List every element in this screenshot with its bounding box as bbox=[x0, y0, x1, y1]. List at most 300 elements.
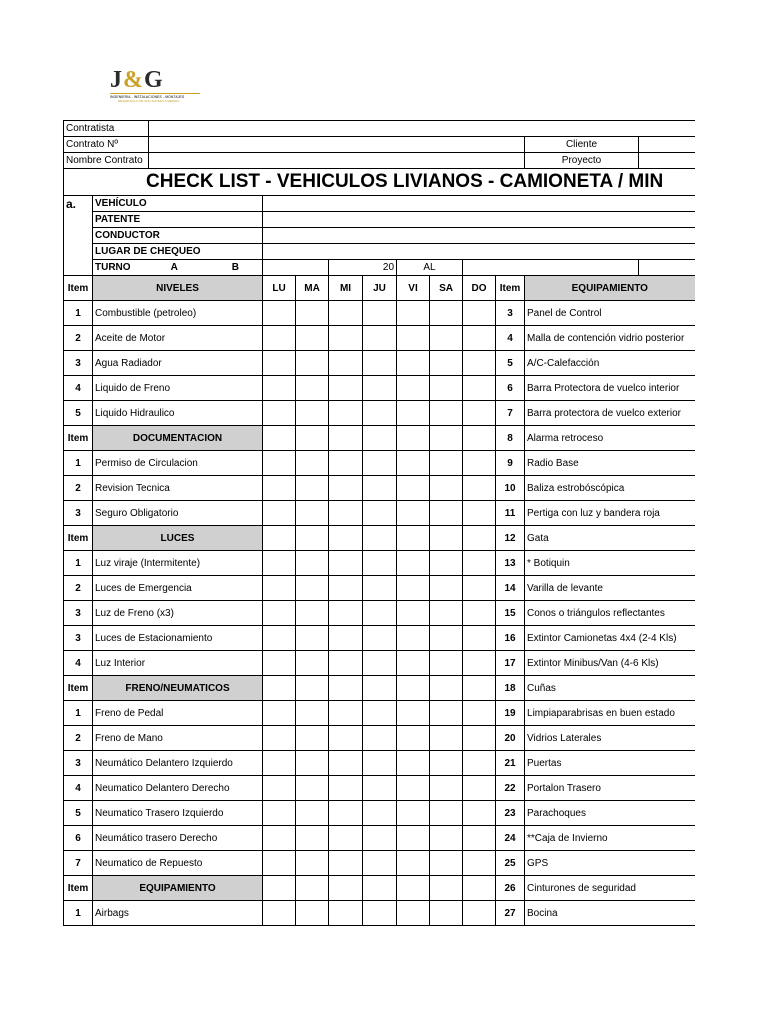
day-check-do[interactable] bbox=[463, 801, 496, 826]
day-header-ma: MA bbox=[296, 276, 329, 301]
equip-item-number: 26 bbox=[496, 876, 525, 901]
day-check-sa[interactable] bbox=[430, 401, 463, 426]
day-check-ju[interactable] bbox=[363, 601, 397, 626]
item-label: Luces de Emergencia bbox=[93, 576, 263, 601]
table-row bbox=[64, 701, 695, 726]
equip-item-label: Gata bbox=[525, 526, 695, 551]
day-check-do[interactable] bbox=[463, 826, 496, 851]
day-check-sa[interactable] bbox=[430, 826, 463, 851]
day-check-do[interactable] bbox=[463, 401, 496, 426]
field-date-range[interactable] bbox=[463, 260, 639, 276]
day-check-mi[interactable] bbox=[329, 801, 363, 826]
day-check-do[interactable] bbox=[463, 701, 496, 726]
day-check-vi[interactable] bbox=[397, 826, 430, 851]
table-row bbox=[64, 901, 695, 926]
day-check-vi[interactable] bbox=[397, 576, 430, 601]
table-row bbox=[64, 351, 695, 376]
day-check-ju[interactable] bbox=[363, 776, 397, 801]
label-lugar: LUGAR DE CHEQUEO bbox=[93, 244, 263, 260]
day-check-ma[interactable] bbox=[296, 826, 329, 851]
day-check-ju[interactable] bbox=[363, 426, 397, 451]
day-check-vi[interactable] bbox=[397, 551, 430, 576]
equip-item-number: 6 bbox=[496, 376, 525, 401]
day-check-lu[interactable] bbox=[263, 576, 296, 601]
day-check-lu[interactable] bbox=[263, 651, 296, 676]
day-check-lu[interactable] bbox=[263, 301, 296, 326]
day-check-do[interactable] bbox=[463, 326, 496, 351]
day-check-lu[interactable] bbox=[263, 726, 296, 751]
day-check-mi[interactable] bbox=[329, 476, 363, 501]
day-check-do[interactable] bbox=[463, 651, 496, 676]
label-proyecto: Proyecto bbox=[525, 153, 639, 169]
day-check-mi[interactable] bbox=[329, 701, 363, 726]
item-label: Luz de Freno (x3) bbox=[93, 601, 263, 626]
day-check-vi[interactable] bbox=[397, 401, 430, 426]
day-check-vi[interactable] bbox=[397, 676, 430, 701]
day-check-ma[interactable] bbox=[296, 651, 329, 676]
day-check-mi[interactable] bbox=[329, 351, 363, 376]
table-row bbox=[64, 851, 695, 876]
day-check-ma[interactable] bbox=[296, 626, 329, 651]
day-check-ju[interactable] bbox=[363, 876, 397, 901]
equip-item-number: 21 bbox=[496, 751, 525, 776]
company-logo bbox=[110, 68, 200, 112]
day-check-sa[interactable] bbox=[430, 526, 463, 551]
day-check-ma[interactable] bbox=[296, 576, 329, 601]
day-check-mi[interactable] bbox=[329, 601, 363, 626]
day-check-ma[interactable] bbox=[296, 551, 329, 576]
day-check-sa[interactable] bbox=[430, 601, 463, 626]
equip-item-number: 5 bbox=[496, 351, 525, 376]
day-check-vi[interactable] bbox=[397, 601, 430, 626]
table-row bbox=[64, 576, 695, 601]
day-check-ju[interactable] bbox=[363, 551, 397, 576]
day-check-vi[interactable] bbox=[397, 751, 430, 776]
day-check-lu[interactable] bbox=[263, 826, 296, 851]
day-check-lu[interactable] bbox=[263, 376, 296, 401]
day-check-ju[interactable] bbox=[363, 451, 397, 476]
day-check-ma[interactable] bbox=[296, 376, 329, 401]
item-number: 2 bbox=[64, 576, 93, 601]
item-number: 3 bbox=[64, 751, 93, 776]
equip-item-label: Radio Base bbox=[525, 451, 695, 476]
day-check-vi[interactable] bbox=[397, 626, 430, 651]
day-check-sa[interactable] bbox=[430, 626, 463, 651]
day-check-sa[interactable] bbox=[430, 451, 463, 476]
table-row bbox=[64, 326, 695, 351]
equip-item-label: Baliza estrobóscópica bbox=[525, 476, 695, 501]
item-number: 4 bbox=[64, 651, 93, 676]
day-check-ju[interactable] bbox=[363, 676, 397, 701]
day-check-ma[interactable] bbox=[296, 476, 329, 501]
day-check-vi[interactable] bbox=[397, 851, 430, 876]
item-label: Airbags bbox=[93, 901, 263, 926]
day-check-vi[interactable] bbox=[397, 326, 430, 351]
table-row bbox=[64, 551, 695, 576]
day-check-mi[interactable] bbox=[329, 901, 363, 926]
item-number: 2 bbox=[64, 476, 93, 501]
day-check-ju[interactable] bbox=[363, 326, 397, 351]
table-row bbox=[64, 751, 695, 776]
day-check-ma[interactable] bbox=[296, 301, 329, 326]
equip-item-number: 24 bbox=[496, 826, 525, 851]
day-check-sa[interactable] bbox=[430, 351, 463, 376]
day-check-sa[interactable] bbox=[430, 576, 463, 601]
day-check-vi[interactable] bbox=[397, 451, 430, 476]
label-turno bbox=[93, 260, 263, 276]
equip-item-label: Limpiaparabrisas en buen estado bbox=[525, 701, 695, 726]
day-check-vi[interactable] bbox=[397, 801, 430, 826]
section-row bbox=[64, 526, 695, 551]
day-check-ju[interactable] bbox=[363, 576, 397, 601]
field-turno[interactable] bbox=[263, 260, 329, 276]
equip-item-number: 12 bbox=[496, 526, 525, 551]
day-check-vi[interactable] bbox=[397, 876, 430, 901]
day-check-ma[interactable] bbox=[296, 701, 329, 726]
equip-item-label: Vidrios Laterales bbox=[525, 726, 695, 751]
field-contratista[interactable] bbox=[149, 121, 695, 137]
equip-item-label: Cinturones de seguridad bbox=[525, 876, 695, 901]
day-check-ju[interactable] bbox=[363, 526, 397, 551]
day-check-ma[interactable] bbox=[296, 426, 329, 451]
equip-item-label: Bocina bbox=[525, 901, 695, 926]
section-title: DOCUMENTACION bbox=[93, 426, 263, 451]
day-check-do[interactable] bbox=[463, 901, 496, 926]
day-check-lu[interactable] bbox=[263, 751, 296, 776]
day-check-lu[interactable] bbox=[263, 426, 296, 451]
day-check-mi[interactable] bbox=[329, 401, 363, 426]
item-header: Item bbox=[64, 676, 93, 701]
table-row bbox=[64, 501, 695, 526]
item-label: Agua Radiador bbox=[93, 351, 263, 376]
table-row bbox=[64, 401, 695, 426]
day-check-lu[interactable] bbox=[263, 801, 296, 826]
equip-item-number: 13 bbox=[496, 551, 525, 576]
day-check-vi[interactable] bbox=[397, 901, 430, 926]
day-check-ju[interactable] bbox=[363, 501, 397, 526]
equip-item-label: * Botiquin bbox=[525, 551, 695, 576]
logo-tagline-2: DESARROLLO DE SOLUCIONES A MEDIDA bbox=[118, 99, 180, 103]
day-check-mi[interactable] bbox=[329, 876, 363, 901]
day-check-do[interactable] bbox=[463, 351, 496, 376]
day-check-sa[interactable] bbox=[430, 676, 463, 701]
label-contratista: Contratista bbox=[64, 121, 149, 137]
day-check-do[interactable] bbox=[463, 576, 496, 601]
field-conductor[interactable] bbox=[263, 228, 695, 244]
section-row bbox=[64, 676, 695, 701]
day-check-ma[interactable] bbox=[296, 401, 329, 426]
day-check-mi[interactable] bbox=[329, 326, 363, 351]
day-check-sa[interactable] bbox=[430, 376, 463, 401]
equip-item-number: 23 bbox=[496, 801, 525, 826]
day-check-ju[interactable] bbox=[363, 826, 397, 851]
day-header-vi: VI bbox=[397, 276, 430, 301]
day-check-vi[interactable] bbox=[397, 651, 430, 676]
day-check-ma[interactable] bbox=[296, 676, 329, 701]
equip-item-label: Portalon Trasero bbox=[525, 776, 695, 801]
field-nombre-contrato[interactable] bbox=[149, 153, 525, 169]
table-row bbox=[64, 826, 695, 851]
field-proyecto[interactable] bbox=[639, 153, 695, 169]
item-label: Luz viraje (Intermitente) bbox=[93, 551, 263, 576]
day-check-lu[interactable] bbox=[263, 401, 296, 426]
day-check-ma[interactable] bbox=[296, 876, 329, 901]
item-number: 1 bbox=[64, 701, 93, 726]
day-check-mi[interactable] bbox=[329, 551, 363, 576]
day-check-ma[interactable] bbox=[296, 751, 329, 776]
item-number: 6 bbox=[64, 826, 93, 851]
day-check-ma[interactable] bbox=[296, 526, 329, 551]
day-check-sa[interactable] bbox=[430, 851, 463, 876]
field-date-end[interactable] bbox=[639, 260, 695, 276]
equip-item-number: 17 bbox=[496, 651, 525, 676]
equip-item-label: Varilla de levante bbox=[525, 576, 695, 601]
item-number: 1 bbox=[64, 551, 93, 576]
item-label: Freno de Mano bbox=[93, 726, 263, 751]
day-check-mi[interactable] bbox=[329, 301, 363, 326]
section-title-equipamiento: EQUIPAMIENTO bbox=[525, 276, 695, 301]
day-check-do[interactable] bbox=[463, 601, 496, 626]
day-check-sa[interactable] bbox=[430, 876, 463, 901]
equip-item-number: 18 bbox=[496, 676, 525, 701]
day-check-do[interactable] bbox=[463, 676, 496, 701]
equip-item-label: Alarma retroceso bbox=[525, 426, 695, 451]
item-label: Aceite de Motor bbox=[93, 326, 263, 351]
equip-item-number: 19 bbox=[496, 701, 525, 726]
item-number: 7 bbox=[64, 851, 93, 876]
day-check-mi[interactable] bbox=[329, 576, 363, 601]
day-check-sa[interactable] bbox=[430, 651, 463, 676]
day-check-vi[interactable] bbox=[397, 376, 430, 401]
equip-item-number: 8 bbox=[496, 426, 525, 451]
day-check-ju[interactable] bbox=[363, 751, 397, 776]
field-patente[interactable] bbox=[263, 212, 695, 228]
equip-item-label: Parachoques bbox=[525, 801, 695, 826]
day-check-vi[interactable] bbox=[397, 501, 430, 526]
day-check-do[interactable] bbox=[463, 301, 496, 326]
day-check-mi[interactable] bbox=[329, 426, 363, 451]
day-check-sa[interactable] bbox=[430, 801, 463, 826]
day-check-mi[interactable] bbox=[329, 626, 363, 651]
day-check-lu[interactable] bbox=[263, 326, 296, 351]
day-check-sa[interactable] bbox=[430, 501, 463, 526]
day-check-do[interactable] bbox=[463, 526, 496, 551]
day-check-do[interactable] bbox=[463, 451, 496, 476]
day-check-ma[interactable] bbox=[296, 451, 329, 476]
day-check-lu[interactable] bbox=[263, 476, 296, 501]
day-check-ma[interactable] bbox=[296, 851, 329, 876]
table-row bbox=[64, 301, 695, 326]
day-check-lu[interactable] bbox=[263, 451, 296, 476]
equip-item-label: Pertiga con luz y bandera roja bbox=[525, 501, 695, 526]
day-check-mi[interactable] bbox=[329, 501, 363, 526]
day-check-do[interactable] bbox=[463, 501, 496, 526]
day-check-ma[interactable] bbox=[296, 351, 329, 376]
item-number: 3 bbox=[64, 626, 93, 651]
day-check-sa[interactable] bbox=[430, 726, 463, 751]
day-check-ma[interactable] bbox=[296, 501, 329, 526]
equip-item-number: 9 bbox=[496, 451, 525, 476]
day-check-sa[interactable] bbox=[430, 476, 463, 501]
equip-item-label: Conos o triángulos reflectantes bbox=[525, 601, 695, 626]
equip-item-number: 11 bbox=[496, 501, 525, 526]
day-check-mi[interactable] bbox=[329, 451, 363, 476]
day-check-do[interactable] bbox=[463, 376, 496, 401]
day-check-mi[interactable] bbox=[329, 826, 363, 851]
field-lugar[interactable] bbox=[263, 244, 695, 260]
table-row bbox=[64, 651, 695, 676]
equip-item-number: 16 bbox=[496, 626, 525, 651]
day-check-lu[interactable] bbox=[263, 501, 296, 526]
item-label: Neumático Delantero Izquierdo bbox=[93, 751, 263, 776]
label-al: AL bbox=[397, 260, 463, 276]
item-number: 4 bbox=[64, 376, 93, 401]
day-check-sa[interactable] bbox=[430, 301, 463, 326]
day-check-do[interactable] bbox=[463, 426, 496, 451]
day-check-sa[interactable] bbox=[430, 776, 463, 801]
day-check-lu[interactable] bbox=[263, 526, 296, 551]
item-header: Item bbox=[496, 276, 525, 301]
day-check-lu[interactable] bbox=[263, 851, 296, 876]
day-check-lu[interactable] bbox=[263, 901, 296, 926]
field-contrato-no[interactable] bbox=[149, 137, 525, 153]
day-check-sa[interactable] bbox=[430, 901, 463, 926]
day-check-lu[interactable] bbox=[263, 876, 296, 901]
table-row bbox=[64, 601, 695, 626]
equip-item-number: 10 bbox=[496, 476, 525, 501]
day-check-ma[interactable] bbox=[296, 801, 329, 826]
equip-item-number: 22 bbox=[496, 776, 525, 801]
day-check-mi[interactable] bbox=[329, 526, 363, 551]
item-header: Item bbox=[64, 276, 93, 301]
day-check-vi[interactable] bbox=[397, 351, 430, 376]
day-check-ma[interactable] bbox=[296, 601, 329, 626]
item-label: Combustible (petroleo) bbox=[93, 301, 263, 326]
day-check-mi[interactable] bbox=[329, 376, 363, 401]
equip-item-number: 4 bbox=[496, 326, 525, 351]
day-check-vi[interactable] bbox=[397, 476, 430, 501]
item-label: Seguro Obligatorio bbox=[93, 501, 263, 526]
item-label: Luces de Estacionamiento bbox=[93, 626, 263, 651]
day-check-do[interactable] bbox=[463, 476, 496, 501]
day-check-vi[interactable] bbox=[397, 526, 430, 551]
day-check-ju[interactable] bbox=[363, 351, 397, 376]
day-check-ma[interactable] bbox=[296, 726, 329, 751]
item-number: 3 bbox=[64, 601, 93, 626]
item-label: Neumatico de Repuesto bbox=[93, 851, 263, 876]
item-number: 4 bbox=[64, 776, 93, 801]
field-cliente[interactable] bbox=[639, 137, 695, 153]
item-label: Freno de Pedal bbox=[93, 701, 263, 726]
day-check-sa[interactable] bbox=[430, 426, 463, 451]
day-check-sa[interactable] bbox=[430, 326, 463, 351]
day-check-lu[interactable] bbox=[263, 551, 296, 576]
turno-b: B bbox=[231, 262, 240, 273]
day-check-do[interactable] bbox=[463, 626, 496, 651]
equip-item-label: Puertas bbox=[525, 751, 695, 776]
label-cliente: Cliente bbox=[525, 137, 639, 153]
day-check-sa[interactable] bbox=[430, 701, 463, 726]
section-title: FRENO/NEUMATICOS bbox=[93, 676, 263, 701]
day-header-mi: MI bbox=[329, 276, 363, 301]
day-check-ju[interactable] bbox=[363, 476, 397, 501]
day-check-ju[interactable] bbox=[363, 901, 397, 926]
section-row bbox=[64, 426, 695, 451]
equip-item-number: 20 bbox=[496, 726, 525, 751]
day-check-ju[interactable] bbox=[363, 651, 397, 676]
day-check-ma[interactable] bbox=[296, 776, 329, 801]
day-check-vi[interactable] bbox=[397, 776, 430, 801]
day-check-do[interactable] bbox=[463, 776, 496, 801]
day-check-ju[interactable] bbox=[363, 301, 397, 326]
day-check-ma[interactable] bbox=[296, 326, 329, 351]
day-check-mi[interactable] bbox=[329, 751, 363, 776]
day-check-do[interactable] bbox=[463, 876, 496, 901]
day-check-lu[interactable] bbox=[263, 701, 296, 726]
day-check-ju[interactable] bbox=[363, 851, 397, 876]
equip-item-label: Malla de contención vidrio posterior bbox=[525, 326, 695, 351]
field-vehiculo[interactable] bbox=[263, 196, 695, 212]
item-number: 3 bbox=[64, 351, 93, 376]
equip-item-number: 15 bbox=[496, 601, 525, 626]
day-check-lu[interactable] bbox=[263, 626, 296, 651]
table-row bbox=[64, 726, 695, 751]
item-label: Luz Interior bbox=[93, 651, 263, 676]
day-check-ju[interactable] bbox=[363, 801, 397, 826]
day-header-ju: JU bbox=[363, 276, 397, 301]
equip-item-label: **Caja de Invierno bbox=[525, 826, 695, 851]
day-check-ju[interactable] bbox=[363, 376, 397, 401]
day-check-ju[interactable] bbox=[363, 726, 397, 751]
day-check-ju[interactable] bbox=[363, 401, 397, 426]
logo-mark: J&G bbox=[110, 67, 164, 93]
day-check-do[interactable] bbox=[463, 851, 496, 876]
day-check-ju[interactable] bbox=[363, 626, 397, 651]
day-check-mi[interactable] bbox=[329, 776, 363, 801]
day-check-sa[interactable] bbox=[430, 551, 463, 576]
day-check-lu[interactable] bbox=[263, 776, 296, 801]
label-contrato-no: Contrato Nº bbox=[64, 137, 149, 153]
item-label: Neumatico Trasero Izquierdo bbox=[93, 801, 263, 826]
day-check-sa[interactable] bbox=[430, 751, 463, 776]
day-check-lu[interactable] bbox=[263, 601, 296, 626]
item-header: Item bbox=[64, 426, 93, 451]
section-row bbox=[64, 276, 695, 301]
equip-item-number: 3 bbox=[496, 301, 525, 326]
day-check-vi[interactable] bbox=[397, 426, 430, 451]
equip-item-label: Cuñas bbox=[525, 676, 695, 701]
day-check-ma[interactable] bbox=[296, 901, 329, 926]
equip-item-number: 27 bbox=[496, 901, 525, 926]
day-check-mi[interactable] bbox=[329, 651, 363, 676]
day-check-mi[interactable] bbox=[329, 851, 363, 876]
day-check-mi[interactable] bbox=[329, 676, 363, 701]
day-check-vi[interactable] bbox=[397, 301, 430, 326]
day-check-vi[interactable] bbox=[397, 726, 430, 751]
day-check-mi[interactable] bbox=[329, 726, 363, 751]
day-check-ju[interactable] bbox=[363, 701, 397, 726]
day-check-do[interactable] bbox=[463, 551, 496, 576]
section-letter: a. bbox=[64, 196, 93, 276]
table-row bbox=[64, 801, 695, 826]
day-check-lu[interactable] bbox=[263, 351, 296, 376]
day-check-vi[interactable] bbox=[397, 701, 430, 726]
day-check-do[interactable] bbox=[463, 751, 496, 776]
day-check-do[interactable] bbox=[463, 726, 496, 751]
item-number: 1 bbox=[64, 901, 93, 926]
checklist-table bbox=[63, 120, 695, 926]
day-check-lu[interactable] bbox=[263, 676, 296, 701]
